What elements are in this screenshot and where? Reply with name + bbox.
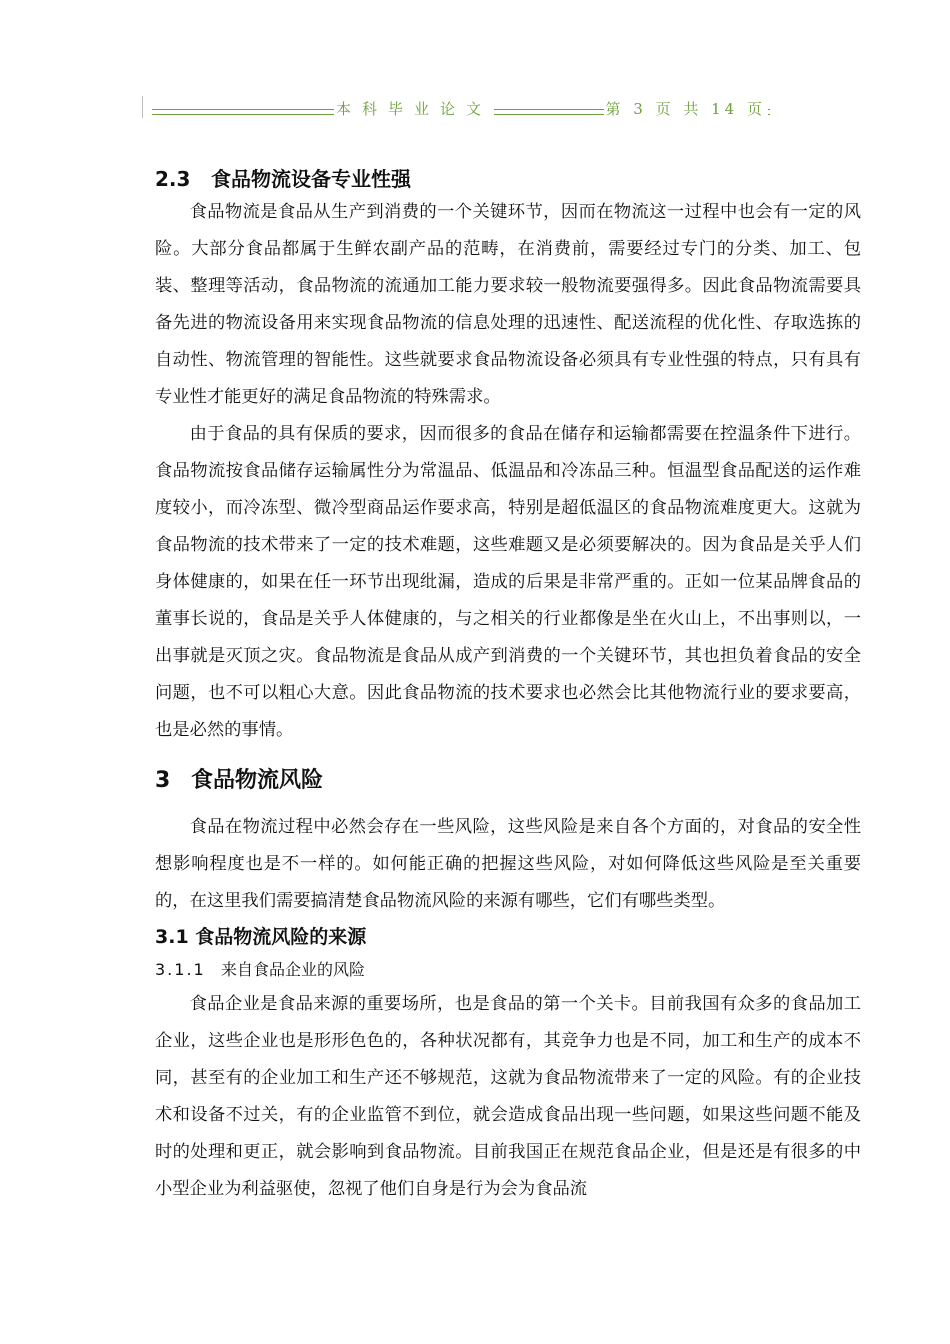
paragraph: 食品物流是食品从生产到消费的一个关键环节，因而在物流这一过程中也会有一定的风险。大部分食品都属于生鲜农副产品的范畴，在消费前，需要经过专门的分类、加工、包装、整理等活动，食品物流的流通加工能力要求较一般物流要强得多。因此食品物流需要具备先进的物流设备用来实现食品物流的信息处理的迅速性、配送流程的优化性、存取选拣的自动性、物流管理的智能性。这些就要求食品物流设备必须具有专业性强的特点，只有具有专业性才能更好的满足食品物流的特殊需求。 [155,202,861,407]
section-heading-3-1: 3.1 食品物流风险的来源 [155,926,367,948]
running-header [152,96,770,120]
document-body [155,160,861,1208]
section-number: 2.3 [155,167,191,191]
paragraph: 食品在物流过程中必然会存在一些风险，这些风险是来自各个方面的，对食品的安全性想影响程度也是不一样的。如何能正确的把握这些风险，对如何降低这些风险是至关重要的，在这里我们需要搞清楚食品物流风险的来源有哪些，它们有哪些类型。 [155,817,861,911]
paragraph: 由于食品的具有保质的要求，因而很多的食品在储存和运输都需要在控温条件下进行。食品物流按食品储存运输属性分为常温品、低温品和冷冻品三种。恒温型食品配送的运作难度较小，而冷冻型、微冷型商品运作要求高，特别是超低温区的食品物流难度更大。这就为食品物流的技术带来了一定的技术难题，这些难题又是必须要解决的。因为食品是关乎人们身体健康的，如果在任一环节出现纰漏，造成的后果是非常严重的。正如一位某品牌食品的董事长说的，食品是关乎人体健康的，与之相关的行业都像是坐在火山上，不出事则以，一出事就是灭顶之灾。食品物流是食品从成产到消费的一个关键环节，其也担负着食品的安全问题，也不可以粗心大意。因此食品物流的技术要求也必然会比其他物流行业的要求要高，也是必然的事情。 [155,424,861,740]
header-corner-mark [142,96,143,118]
section-title: 食品物流设备专业性强 [211,167,411,191]
chapter-title: 食品物流风险 [191,768,324,793]
subsection-heading-3-1-1 [155,954,861,986]
section-heading-2-3 [155,164,861,194]
header-page-number: 第 3 页 共 14 页 [605,100,766,118]
paragraph: 食品企业是食品来源的重要场所，也是食品的第一个关卡。目前我国有众多的食品加工企业，这些企业也是形形色色的，各种状况都有，其竞争力也是不同，加工和生产的成本不同，甚至有的企业加工和生产还不够规范，这就为食品物流带来了一定的风险。有的企业技术和设备不过关，有的企业监管不到位，就会造成食品出现一些问题，如果这些问题不能及时的处理和更正，就会影响到食品物流。目前我国正在规范食品企业，但是还是有很多的中小型企业为利益驱使，忽视了他们自身是行为会为食品流 [155,994,861,1199]
header-thesis-label: 本科毕业论文 [336,100,493,118]
chapter-heading-3 [155,763,861,799]
subsection-number: 3.1.1 [155,960,206,979]
subsection-title: 来自食品企业的风险 [221,960,366,979]
chapter-number: 3 [155,768,171,793]
